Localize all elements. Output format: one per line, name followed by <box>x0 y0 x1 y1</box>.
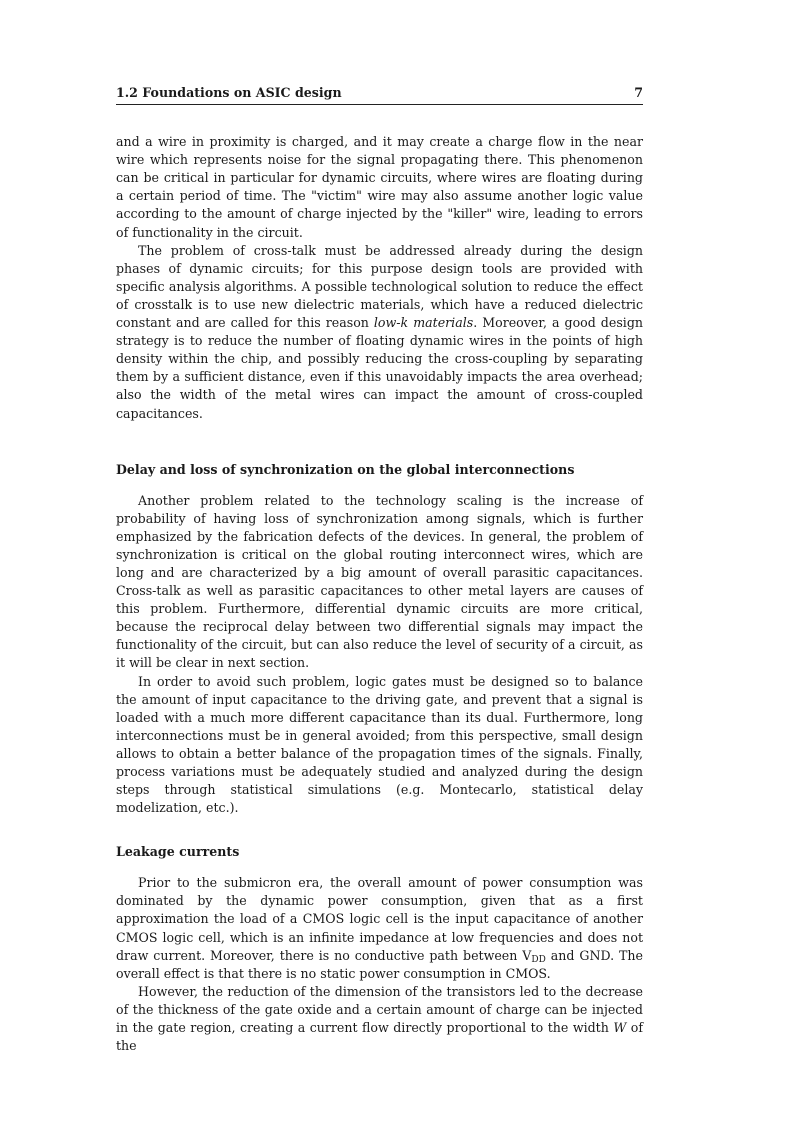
leakage-paragraph-1 <box>116 874 643 983</box>
leakage-paragraph-2 <box>116 983 643 1055</box>
section-heading-delay: Delay and loss of synchronization on the global interconnections <box>116 461 575 477</box>
intro-paragraph-1: and a wire in proximity is charged, and it may create a charge flow in the near wire which represents noise for the signal propagating there. This phenomenon can be critical in particular for dynamic circuits, where wires are floating during a certain period of time. The "victim" wire may also assume another logic value according to the amount of charge injected by the "killer" wire, leading to errors of functionality in the circuit. <box>116 134 643 240</box>
leakage-p2-emphasis: W <box>613 1020 627 1036</box>
running-header <box>116 84 643 105</box>
section-heading-leakage: Leakage currents <box>116 844 240 860</box>
page-number: 7 <box>634 85 643 100</box>
intro-p2-text-a: The problem of cross-talk must be addressed already during the design phases of dynamic circuits; for this purpose design tools are provided with specific analysis algorithms. A possible technological solution to reduce the effect of crosstalk is to use new dielectric materials, which have a reduced dielectric constant and are called for this reason <box>116 242 643 331</box>
intro-p2-text-b: . Moreover, a good design strategy is to reduce the number of floating dynamic wires in the points of high density within the chip, and possibly reducing the cross-coupling by separating them by a sufficient distance, even if this unavoidably impacts the area overhead; also the width of the metal wires can impact the amount of cross-coupled capacitances. <box>116 315 643 421</box>
leakage-p2-text-b: of the <box>116 1020 643 1054</box>
header-title: 1.2 Foundations on ASIC design <box>116 85 342 100</box>
vdd-subscript: DD <box>531 954 546 965</box>
leakage-p2-text-a: However, the reduction of the dimension of the transistors led to the decrease of the thickness of the gate oxide and a certain amount of charge can be injected in the gate region, creating a current flow directly proportional to the width <box>116 983 643 1036</box>
section-leakage-body <box>116 874 643 1055</box>
leakage-p1-text-b: and GND. The overall effect is that there is no static power consumption in CMOS. <box>116 947 643 981</box>
leakage-p1-text-a: Prior to the submicron era, the overall amount of power consumption was dominated by the dynamic power consumption, given that as a first approximation the load of a CMOS logic cell is the input capacitance of another CMOS logic cell, which is an infinite impedance at low frequencies and does not draw current. Moreover, there is no conductive path between V <box>116 875 643 963</box>
page <box>116 84 643 1055</box>
intro-paragraph-2 <box>116 242 643 423</box>
section-delay-body <box>116 492 643 818</box>
page-body <box>116 133 643 1055</box>
delay-paragraph-1: Another problem related to the technology scaling is the increase of probability of having loss of synchronization among signals, which is further emphasized by the fabrication defects of the devices. In general, the problem of synchronization is critical on the global routing interconnect wires, which are long and are characterized by a big amount of overall parasitic capacitances. Cross-talk as well as parasitic capacitances to other metal layers are causes of this problem. Furthermore, differential dynamic circuits are more critical, because the reciprocal delay between two differential signals may impact the functionality of the circuit, but can also reduce the level of security of a circuit, as it will be clear in next section. <box>116 492 643 671</box>
intro-p2-emphasis: low-k materials <box>373 315 474 331</box>
delay-paragraph-2: In order to avoid such problem, logic gates must be designed so to balance the amount of input capacitance to the driving gate, and prevent that a signal is loaded with a much more different capacitance than its dual. Furthermore, long interconnections must be in general avoided; from this perspective, small design allows to obtain a better balance of the propagation times of the signals. Finally, process variations must be adequately studied and analyzed during the design steps through statistical simulations (e.g. Montecarlo, statistical delay modelization, etc.). <box>116 673 643 816</box>
